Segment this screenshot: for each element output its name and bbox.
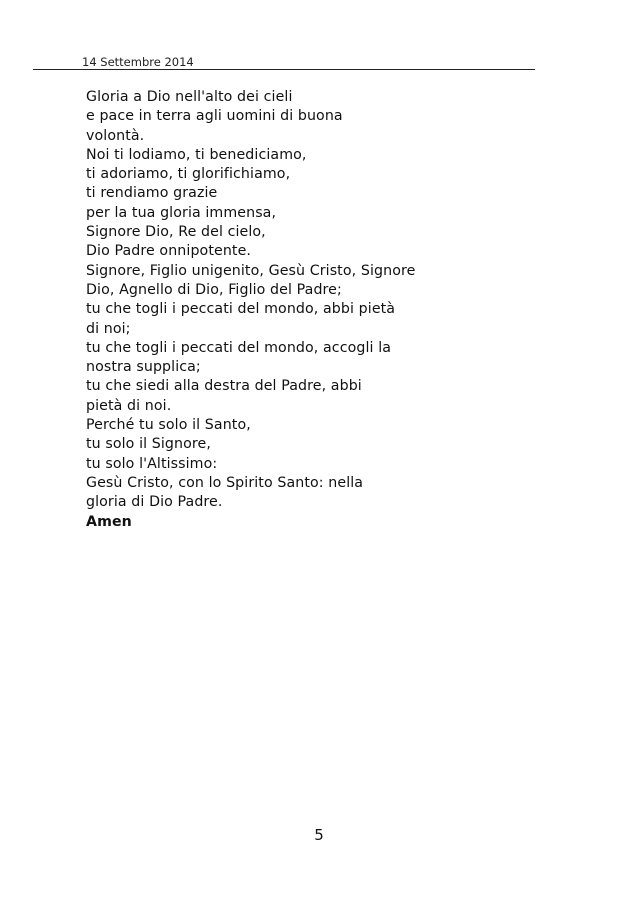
prayer-text (86, 88, 506, 532)
header-date: 14 Settembre 2014 (82, 55, 194, 69)
prayer-line: nostra supplica; (86, 359, 201, 376)
prayer-closing: Amen (86, 513, 132, 530)
prayer-line: Noi ti lodiamo, ti benediciamo, (86, 146, 307, 163)
prayer-line: tu solo il Signore, (86, 436, 211, 453)
prayer-line: Dio Padre onnipotente. (86, 243, 252, 260)
prayer-line: tu che togli i peccati del mondo, abbi pietà (86, 301, 396, 318)
prayer-line: ti rendiamo grazie (86, 185, 218, 202)
prayer-line: Gloria a Dio nell'alto dei cieli (86, 89, 293, 105)
prayer-line: gloria di Dio Padre. (86, 494, 223, 511)
prayer-line: e pace in terra agli uomini di buona (86, 108, 343, 125)
prayer-line: Dio, Agnello di Dio, Figlio del Padre; (86, 281, 342, 298)
prayer-line: ti adoriamo, ti glorifichiamo, (86, 166, 291, 183)
page-number: 5 (314, 826, 324, 844)
prayer-line: Signore, Figlio unigenito, Gesù Cristo, Signore (86, 262, 416, 279)
prayer-line: Perché tu solo il Santo, (86, 417, 251, 434)
prayer-line: tu che siedi alla destra del Padre, abbi (86, 378, 362, 395)
prayer-line: tu che togli i peccati del mondo, accogli la (86, 339, 392, 356)
prayer-line: pietà di noi. (86, 397, 172, 414)
prayer-line: Gesù Cristo, con lo Spirito Santo: nella (86, 474, 364, 491)
prayer-line: Signore Dio, Re del cielo, (86, 224, 266, 241)
prayer-line: volontà. (86, 127, 145, 144)
page-header (33, 56, 535, 70)
prayer-line: di noi; (86, 320, 131, 337)
prayer-line: per la tua gloria immensa, (86, 204, 277, 221)
prayer-line: tu solo l'Altissimo: (86, 455, 218, 472)
